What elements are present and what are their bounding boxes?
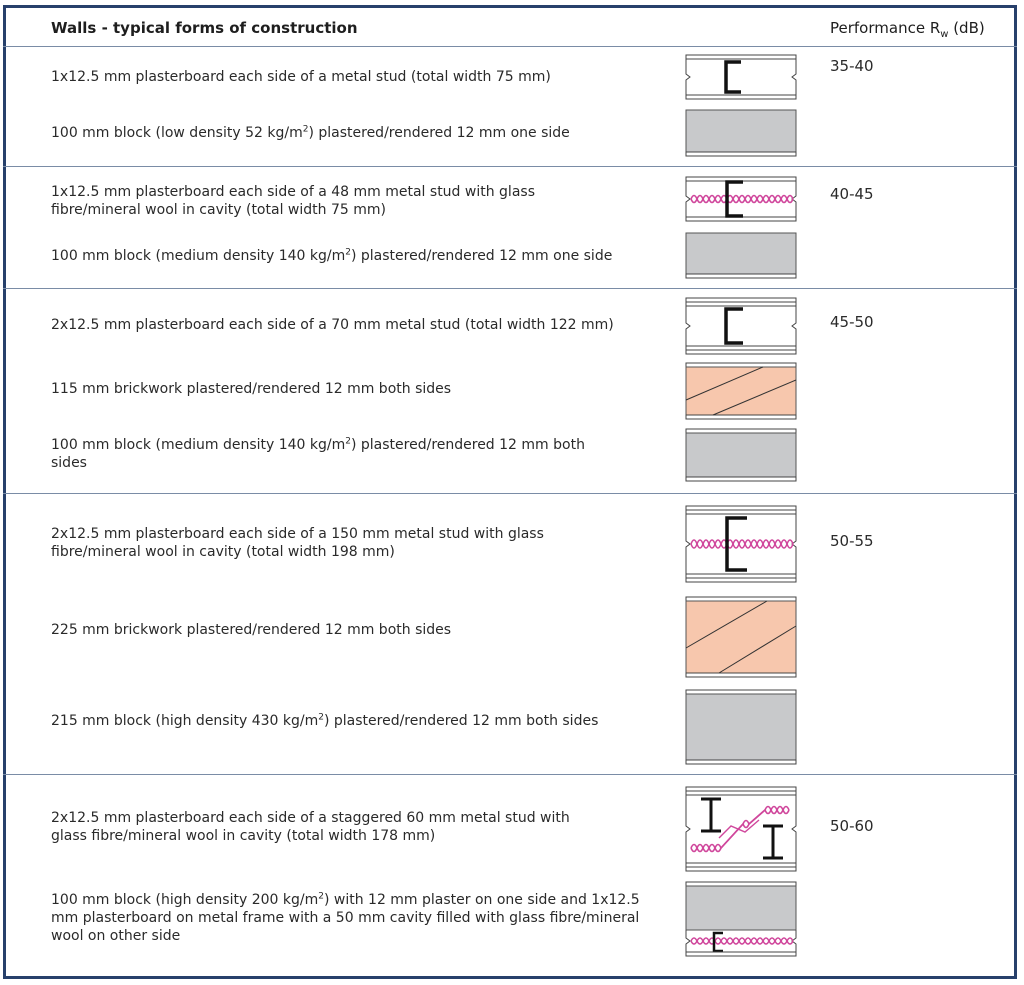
construction-description: 1x12.5 mm plasterboard each side of a 48 mm metal stud with glass fibre/mineral wool in cavity (total width 75 mm)	[51, 184, 535, 218]
block-with-lining-wall-diagram	[683, 881, 799, 959]
construction-description: 100 mm block (medium density 140 $kg/m^2$) plastered/rendered 12 mm one side	[51, 247, 613, 264]
block-wall-diagram	[683, 428, 799, 482]
performance-value: 40-45	[830, 185, 874, 203]
performance-value: 35-40	[830, 57, 874, 75]
column-header-performance: Performance $R_w$ (dB)	[830, 19, 985, 40]
metal-stud-wall-diagram	[683, 54, 799, 100]
brickwork-wall-diagram	[683, 596, 799, 678]
construction-description: 115 mm brickwork plastered/rendered 12 mm both sides	[51, 381, 452, 397]
construction-description: 2x12.5 mm plasterboard each side of a 150 mm metal stud with glass fibre/mineral wool in cavity (total width 198 mm)	[51, 526, 544, 560]
construction-description: 2x12.5 mm plasterboard each side of a 70 mm metal stud (total width 122 mm)	[51, 317, 614, 333]
staggered-stud-wall-diagram	[683, 786, 799, 872]
construction-description: 225 mm brickwork plastered/rendered 12 mm both sides	[51, 622, 452, 638]
double-board-stud-wall-diagram	[683, 297, 799, 355]
performance-value: 50-60	[830, 817, 874, 835]
group-divider	[3, 493, 1017, 494]
construction-description: 215 mm block (high density 430 $kg/m^2$) plastered/rendered 12 mm both sides	[51, 712, 599, 729]
construction-description: 1x12.5 mm plasterboard each side of a metal stud (total width 75 mm)	[51, 69, 551, 85]
block-wall-diagram	[683, 232, 799, 280]
brickwork-wall-diagram	[683, 362, 799, 420]
group-divider	[3, 288, 1017, 289]
construction-description: 100 mm block (low density 52 $kg/m^2$) plastered/rendered 12 mm one side	[51, 124, 570, 141]
block-wall-diagram	[683, 108, 799, 158]
group-divider	[3, 774, 1017, 775]
construction-description: 100 mm block (high density 200 $kg/m^2$) with 12 mm plaster on one side and 1x12.5 mm plasterboard on metal frame with a 50 mm cavity filled with glass fibre/mineral wool on other side	[51, 891, 640, 944]
group-divider	[3, 166, 1017, 167]
table-header	[3, 5, 1017, 47]
block-wall-diagram	[683, 689, 799, 765]
double-board-insulated-stud-wall-diagram	[683, 505, 799, 583]
performance-value: 50-55	[830, 532, 874, 550]
performance-value: 45-50	[830, 313, 874, 331]
construction-description: 100 mm block (medium density 140 $kg/m^2$) plastered/rendered 12 mm both sides	[51, 436, 585, 471]
column-header-construction: Walls - typical forms of construction	[51, 19, 358, 37]
insulated-stud-wall-diagram	[683, 176, 799, 222]
construction-description: 2x12.5 mm plasterboard each side of a staggered 60 mm metal stud with glass fibre/mineral wool in cavity (total width 178 mm)	[51, 810, 570, 844]
